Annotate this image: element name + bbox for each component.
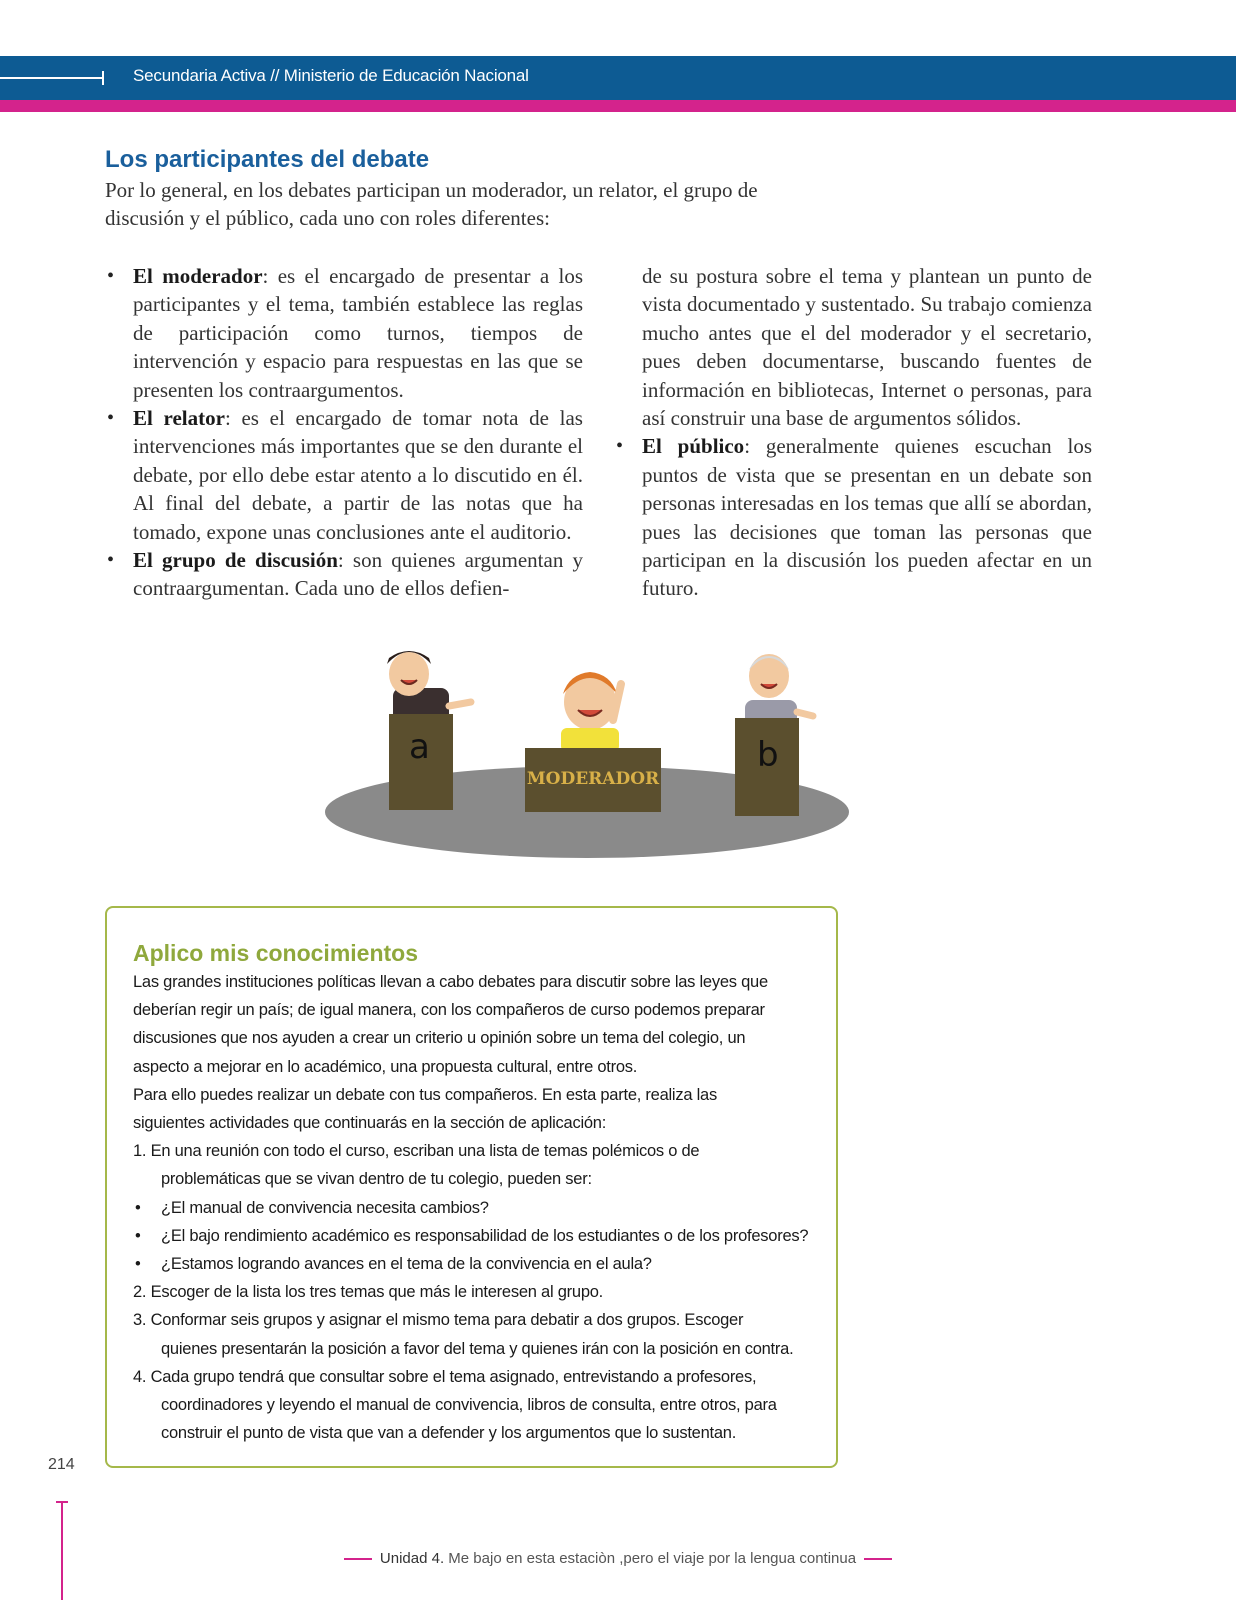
footer-rule-left: [344, 1558, 372, 1560]
step-2: 2. Escoger de la lista los tres temas que más le interesen al grupo.: [133, 1283, 603, 1302]
role-item-relator: [105, 404, 583, 546]
section-title: Los participantes del debate: [105, 146, 430, 173]
activity-line: siguientes actividades que continuarás en la sección de aplicación:: [133, 1114, 607, 1133]
section-intro: [105, 176, 865, 232]
bullet: •: [135, 1198, 141, 1217]
footer-unit: Unidad 4.: [379, 1550, 445, 1567]
activity-body: [133, 968, 833, 1447]
roles-column-right: [614, 262, 1092, 603]
role-text: : generalmente quienes escuchan los puntos de vista que se presentan en un debate son personas interesadas en los temas que allí se abordan, pues las decisiones que toman las personas que participan en la discusión los pueden afectar en un futuro.: [642, 434, 1092, 601]
activity-line: discusiones que nos ayuden a crear un criterio u opinión sobre un tema del colegio, un: [133, 1029, 746, 1048]
header-title: Secundaria Activa // Ministerio de Educación Nacional: [133, 66, 529, 85]
role-text: : son quienes argumentan y contraargumentan. Cada uno de ellos defien-: [133, 548, 583, 601]
moderator-label: MODERADOR: [526, 769, 660, 789]
activity-title: Aplico mis conocimientos: [133, 940, 418, 966]
bullet: •: [135, 1255, 141, 1274]
step-4: 4. Cada grupo tendrá que consultar sobre el tema asignado, entrevistando a profesores,: [133, 1367, 757, 1386]
activity-line: Las grandes instituciones políticas llevan a cabo debates para discutir sobre las leyes que: [133, 973, 768, 991]
header-rule: [0, 77, 104, 79]
podium-b-label: b: [757, 735, 779, 775]
step-1: 1. En una reunión con todo el curso, escriban una lista de temas polémicos o de: [133, 1142, 700, 1161]
debate-illustration: [325, 650, 885, 880]
role-term: El público: [642, 434, 745, 459]
role-item-moderador: [105, 262, 583, 404]
step-1-cont: problemáticas que se vivan dentro de tu colegio, pueden ser:: [161, 1170, 592, 1189]
bullet: •: [135, 1226, 141, 1245]
moderator-figure: [561, 672, 621, 752]
role-text: : es el encargado de tomar nota de las intervenciones más importantes que se den durante el debate, por ello debe estar atento a lo discutido en él. Al final del debate, a partir de las notas que ha tomado, expone unas conclusiones ante el auditorio.: [133, 406, 583, 544]
role-continuation: de su postura sobre el tema y plantean un punto de vista documentado y sustentado. Su trabajo comienza mucho antes que el del moderador y el secretario, pues deben documentarse, buscando fuentes de información en bibliotecas, Internet o personas, para así construir una base de argumentos sólidos.: [642, 264, 1092, 431]
bullet: •: [616, 435, 624, 458]
header-stripe: [0, 100, 1236, 112]
role-term: El grupo de discusión: [133, 548, 338, 573]
bullet: •: [107, 265, 115, 287]
roles-column-left: [105, 262, 583, 603]
role-item-publico: [614, 432, 1092, 602]
bullet: •: [107, 407, 115, 430]
step-3: 3. Conformar seis grupos y asignar el mismo tema para debatir a dos grupos. Escoger: [133, 1311, 744, 1330]
intro-line-1: Por lo general, en los debates participan un moderador, un relator, el grupo de: [105, 178, 758, 202]
step-3-cont: quienes presentarán la posición a favor del tema y quienes irán con la posición en contra.: [161, 1339, 794, 1358]
intro-line-2: discusión y el público, cada uno con roles diferentes:: [105, 206, 550, 230]
example-item: • ¿Estamos logrando avances en el tema de la convivencia en el aula?: [133, 1250, 833, 1278]
example-item: • ¿El manual de convivencia necesita cambios?: [133, 1194, 833, 1222]
podium-a-label: a: [409, 727, 430, 767]
step-4-cont: construir el punto de vista que van a defender y los argumentos que lo sustentan.: [161, 1424, 737, 1443]
role-item-grupo: [105, 546, 583, 603]
step-4-cont: coordinadores y leyendo el manual de convivencia, libros de consulta, entre otros, para: [161, 1396, 777, 1415]
activity-line: Para ello puedes realizar un debate con tus compañeros. En esta parte, realiza las: [133, 1085, 717, 1104]
bullet: •: [107, 549, 115, 572]
role-term: El moderador: [133, 264, 263, 288]
role-text: : es el encargado de presentar a los participantes y el tema, también establece las reglas de participación como turnos, tiempos de intervención y espacio para respuestas en las que se presenten los contraargumentos.: [133, 264, 584, 402]
footer: [0, 1550, 1236, 1567]
page-number: 214: [48, 1456, 75, 1473]
header-rule-tick: [102, 71, 104, 85]
activity-line: aspecto a mejorar en lo académico, una propuesta cultural, entre otros.: [133, 1057, 638, 1076]
footer-text: Me bajo en esta estaciòn ,pero el viaje por la lengua continua: [448, 1550, 857, 1567]
activity-line: deberían regir un país; de igual manera, con los compañeros de curso podemos preparar: [133, 1001, 765, 1020]
role-term: El relator: [133, 406, 225, 431]
footer-rule-right: [864, 1558, 892, 1560]
example-item: • ¿El bajo rendimiento académico es responsabilidad de los estudiantes o de los profesores?: [133, 1222, 833, 1250]
